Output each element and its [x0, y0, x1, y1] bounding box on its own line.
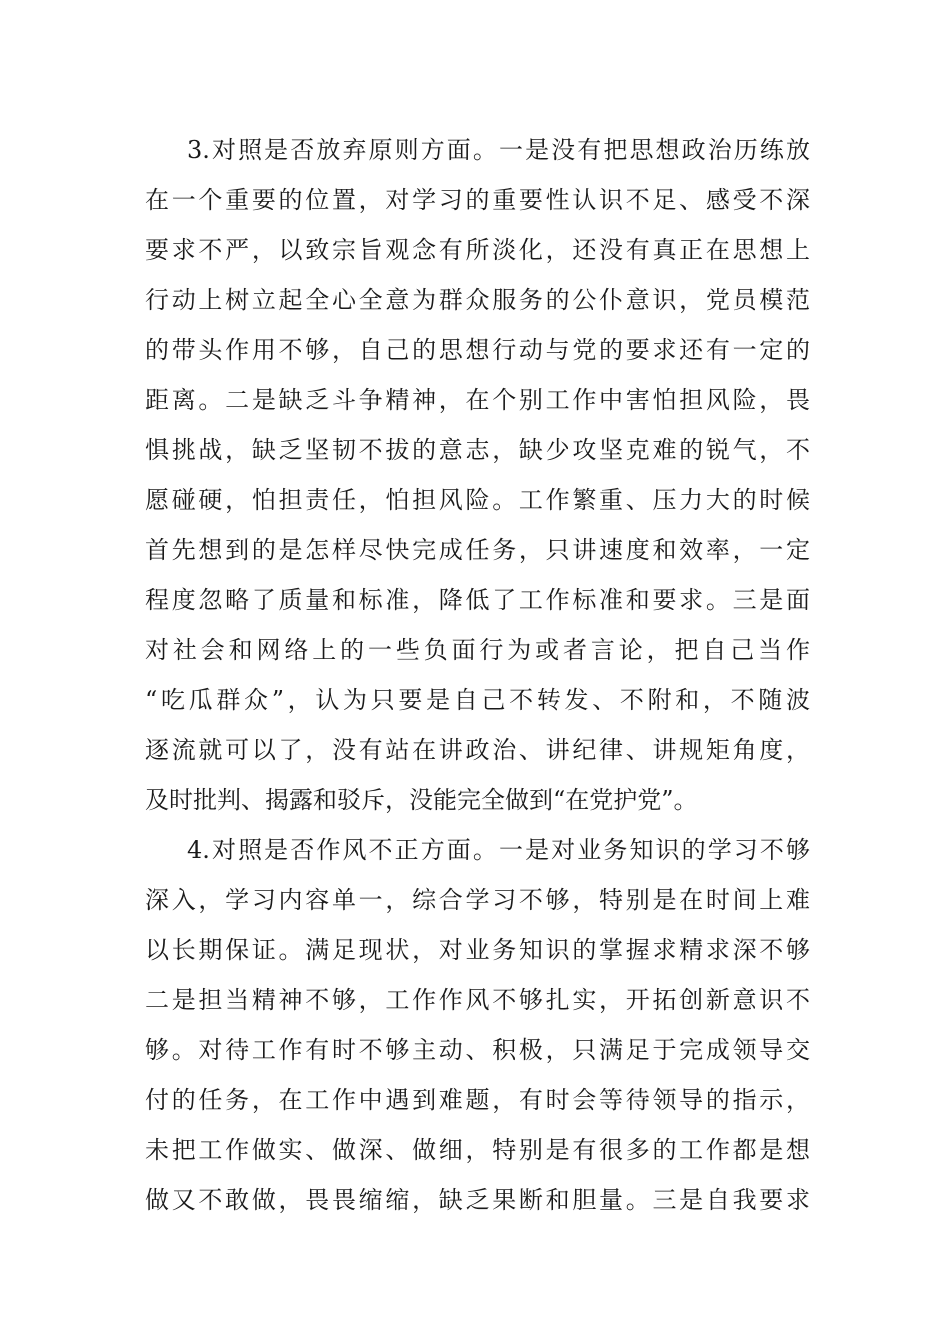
paragraph-3-line-12: “吃瓜群众”，认为只要是自己不转发、不附和，不随波 [145, 686, 810, 714]
paragraph-3-line-2: 在一个重要的位置，对学习的重要性认识不足、感受不深 [145, 186, 810, 214]
paragraph-4-line-1: 4.对照是否作风不正方面。一是对业务知识的学习不够 [187, 836, 810, 864]
paragraph-3-line-10: 程度忽略了质量和标准，降低了工作标准和要求。三是面 [145, 586, 810, 614]
paragraph-3-line-14: 及时批判、揭露和驳斥，没能完全做到“在党护党”。 [145, 786, 698, 814]
paragraph-3-line-8: 愿碰硬，怕担责任，怕担风险。工作繁重、压力大的时候 [145, 486, 810, 514]
paragraph-4-line-8: 做又不敢做，畏畏缩缩，缺乏果断和胆量。三是自我要求 [145, 1186, 810, 1214]
paragraph-3-line-13: 逐流就可以了，没有站在讲政治、讲纪律、讲规矩角度， [145, 736, 810, 764]
paragraph-3-line-11: 对社会和网络上的一些负面行为或者言论，把自己当作 [145, 636, 810, 664]
paragraph-4-line-2: 深入，学习内容单一，综合学习不够，特别是在时间上难 [145, 886, 810, 914]
paragraph-4-line-5: 够。对待工作有时不够主动、积极，只满足于完成领导交 [145, 1036, 810, 1064]
paragraph-4-line-4: 二是担当精神不够，工作作风不够扎实，开拓创新意识不 [145, 986, 810, 1014]
paragraph-4-line-6: 付的任务，在工作中遇到难题，有时会等待领导的指示， [145, 1086, 810, 1114]
paragraph-4-line-7: 未把工作做实、做深、做细，特别是有很多的工作都是想 [145, 1136, 810, 1164]
paragraph-3-line-3: 要求不严，以致宗旨观念有所淡化，还没有真正在思想上 [145, 236, 810, 264]
paragraph-3-line-9: 首先想到的是怎样尽快完成任务，只讲速度和效率，一定 [145, 536, 810, 564]
paragraph-3-line-6: 距离。二是缺乏斗争精神，在个别工作中害怕担风险，畏 [145, 386, 810, 414]
paragraph-3-line-1: 3.对照是否放弃原则方面。一是没有把思想政治历练放 [187, 136, 810, 164]
paragraph-4-line-3: 以长期保证。满足现状，对业务知识的掌握求精求深不够 [145, 936, 810, 964]
paragraph-3-line-5: 的带头作用不够，自己的思想行动与党的要求还有一定的 [145, 336, 810, 364]
paragraph-3-line-7: 惧挑战，缺乏坚韧不拔的意志，缺少攻坚克难的锐气，不 [145, 436, 810, 464]
paragraph-3-line-4: 行动上树立起全心全意为群众服务的公仆意识，党员模范 [145, 286, 810, 314]
